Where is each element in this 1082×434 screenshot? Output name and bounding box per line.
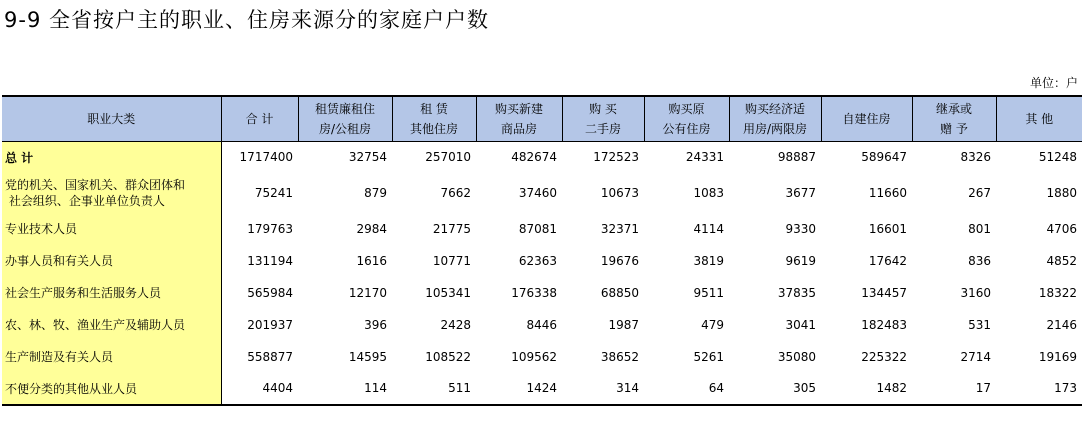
column-header [392,96,476,142]
column-header-text: 二手房 [584,122,621,136]
data-table [2,95,1082,406]
table-cell: 3819 [693,253,724,268]
table-cell: 105341 [425,285,471,300]
header-row [2,96,1082,142]
table-cell: 75241 [254,185,293,200]
table-cell: 1616 [356,253,387,268]
table-body [2,142,1082,405]
column-header [562,96,644,142]
table-cell: 32754 [348,150,387,165]
table-cell: 98887 [777,150,816,165]
unit-label: 单位：户 [1029,76,1078,90]
table-cell: 64 [644,373,729,405]
table-cell: 2984 [356,221,387,236]
table-cell: 21775 [432,221,471,236]
table-cell: 173 [996,373,1082,405]
table-cell: 4404 [221,373,298,405]
table-cell: 68850 [600,285,639,300]
table-cell: 2428 [440,317,471,332]
table-row [2,142,1082,173]
table-row [2,245,1082,277]
table-cell: 1880 [1046,185,1077,200]
table-cell: 7662 [440,185,471,200]
table-cell: 589647 [861,150,907,165]
table-cell: 179763 [247,221,293,236]
table-cell: 108522 [425,349,471,364]
table-row [2,373,1082,405]
row-label: 办事人员和有关人员 [2,245,221,277]
table-cell: 51248 [1038,150,1077,165]
table-cell: 5261 [693,349,724,364]
table-cell: 32371 [600,221,639,236]
table-cell: 176338 [511,285,557,300]
table-cell: 109562 [511,349,557,364]
column-header-text: 购买经济适 [744,102,805,116]
column-header-text: 职业大类 [87,112,136,126]
table-cell: 3677 [785,185,816,200]
column-header-text: 继承或 [935,102,972,116]
table-cell: 9619 [785,253,816,268]
column-header-text: 赠 予 [940,122,968,136]
column-header [476,96,562,142]
column-header [912,96,996,142]
table-cell: 565984 [247,285,293,300]
table-row [2,341,1082,373]
column-header-text: 租 赁 [420,102,448,116]
table-cell: 17642 [868,253,907,268]
column-header [996,96,1082,142]
table-cell: 10673 [600,185,639,200]
table-cell: 1482 [821,373,912,405]
table-cell: 1717400 [239,150,293,165]
column-header [644,96,729,142]
row-label-line: 党的机关、国家机关、群众团体和 [5,177,186,192]
table-cell: 131194 [247,253,293,268]
table-cell: 4706 [1046,221,1077,236]
table-row [2,277,1082,309]
table-cell: 305 [729,373,821,405]
table-cell: 17 [912,373,996,405]
row-label: 农、林、牧、渔业生产及辅助人员 [2,309,221,341]
table-cell: 531 [968,317,991,332]
row-label [2,173,221,213]
table-row [2,213,1082,245]
table-cell: 1424 [476,373,562,405]
table-cell: 558877 [247,349,293,364]
table-cell: 19169 [1038,349,1077,364]
table-cell: 18322 [1038,285,1077,300]
table-cell: 9511 [693,285,724,300]
column-header-text: 购 买 [589,102,617,116]
table-cell: 511 [392,373,476,405]
table-title: 9-9 全省按户主的职业、住房来源分的家庭户户数 [4,8,489,32]
table-cell: 87081 [518,221,557,236]
column-header-text: 商品房 [500,122,537,136]
table-cell: 314 [562,373,644,405]
column-header-text: 其 他 [1025,112,1054,126]
column-header [298,96,392,142]
table-cell: 201937 [247,317,293,332]
table-cell: 11660 [868,185,907,200]
table-cell: 35080 [777,349,816,364]
table-cell: 114 [298,373,392,405]
table-cell: 479 [701,317,724,332]
table-cell: 37460 [518,185,557,200]
column-header [221,96,298,142]
column-header-text: 自建住房 [842,112,891,126]
column-header-text: 租赁廉租住 [314,102,375,116]
table-cell: 8326 [960,150,991,165]
table-row [2,173,1082,213]
table-cell: 1083 [693,185,724,200]
table-cell: 267 [968,185,991,200]
table-cell: 801 [968,221,991,236]
column-header-text: 其他住房 [409,122,458,136]
table-cell: 1987 [608,317,639,332]
table-cell: 4852 [1046,253,1077,268]
row-label: 社会生产服务和生活服务人员 [2,277,221,309]
table-cell: 16601 [868,221,907,236]
table-cell: 2146 [1046,317,1077,332]
table-cell: 3160 [960,285,991,300]
table-cell: 257010 [425,150,471,165]
table-cell: 2714 [960,349,991,364]
table-cell: 225322 [861,349,907,364]
column-header-text: 用房/两限房 [742,122,808,136]
table-cell: 10771 [432,253,471,268]
table-cell: 24331 [685,150,724,165]
column-header-text: 房/公租房 [318,122,372,136]
table-row [2,309,1082,341]
column-header-text: 公有住房 [662,122,711,136]
table-cell: 9330 [785,221,816,236]
row-label-line: 社会组织、企事业单位负责人 [5,193,165,208]
table-cell: 396 [364,317,387,332]
table-cell: 62363 [518,253,557,268]
table-cell: 14595 [348,349,387,364]
column-header-text: 合 计 [245,112,274,126]
column-header-text: 购买原 [668,102,705,116]
row-label: 不便分类的其他从业人员 [2,373,221,405]
column-header [821,96,912,142]
row-label: 生产制造及有关人员 [2,341,221,373]
table-cell: 4114 [693,221,724,236]
table-cell: 182483 [861,317,907,332]
table-cell: 879 [364,185,387,200]
row-label: 总 计 [2,142,221,173]
table-cell: 836 [968,253,991,268]
column-header-text: 购买新建 [494,102,543,116]
table-cell: 172523 [593,150,639,165]
table-cell: 134457 [861,285,907,300]
column-header-category [2,96,221,142]
table-cell: 482674 [511,150,557,165]
table-cell: 38652 [600,349,639,364]
row-label: 专业技术人员 [2,213,221,245]
table-cell: 12170 [348,285,387,300]
table-cell: 3041 [785,317,816,332]
table-cell: 19676 [600,253,639,268]
column-header [729,96,821,142]
table-cell: 37835 [777,285,816,300]
table-cell: 8446 [526,317,557,332]
